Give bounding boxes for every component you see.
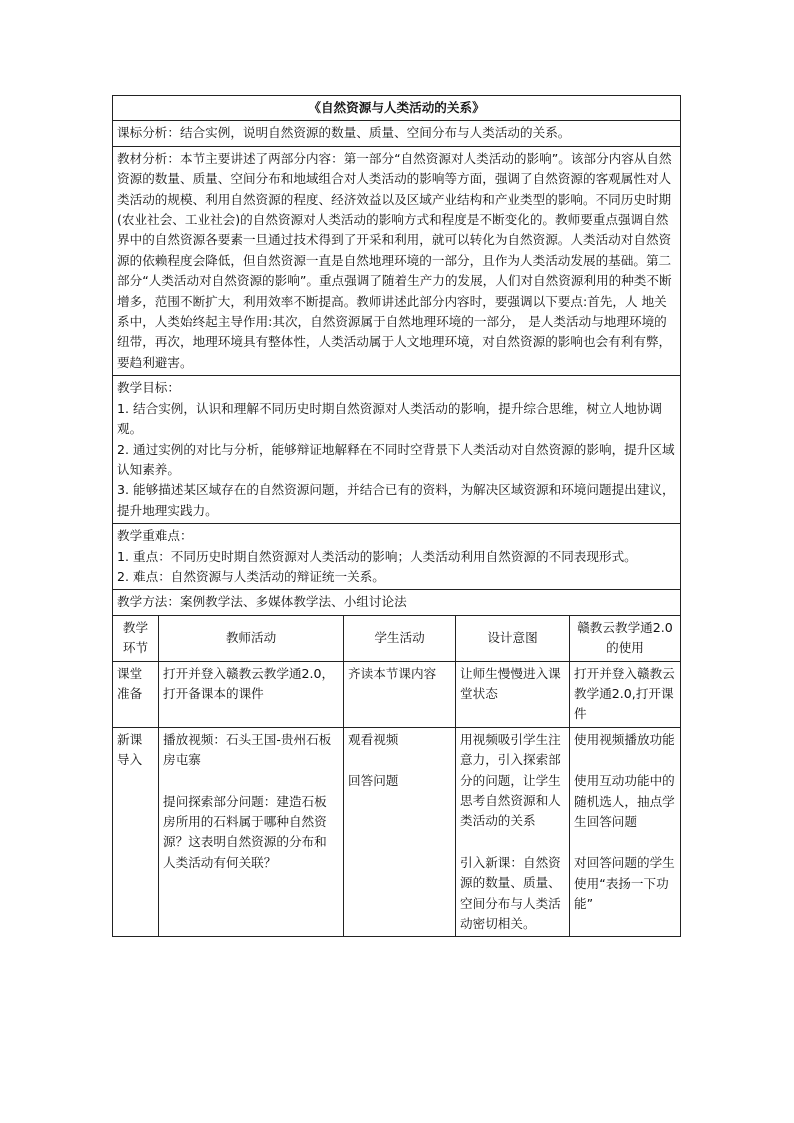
table-row [113,661,681,727]
header-tool: 赣教云教学通2.0的使用 [570,615,681,661]
tool-usage: 使用视频播放功能 [574,731,675,747]
student-activity: 齐读本节课内容 [348,665,437,681]
keypoint-item: 1. 重点：不同历史时期自然资源对人类活动的影响；人类活动利用自然资源的不同表现形式。 [117,548,637,564]
methods-row [113,590,681,615]
teacher-activity: 打开并登入赣教云教学通2.0，打开备课本的课件 [163,665,335,701]
header-teacher: 教师活动 [159,615,344,661]
tool-usage: 使用互动功能中的随机选人，抽点学生回答问题 [574,773,675,829]
goal-item: 1. 结合实例，认识和理解不同历史时期自然资源对人类活动的影响，提升综合思维，树立人地协调观。 [117,400,662,437]
page-title: 《自然资源与人类活动的关系》 [113,96,681,121]
teacher-cell [159,727,344,937]
teaching-keypoints [113,524,681,590]
teacher-cell [159,661,344,727]
table-row [113,727,681,937]
curriculum-row [113,121,681,146]
lesson-plan-sheet [112,95,680,937]
goals-row [113,376,681,524]
header-stage: 教学环节 [113,615,159,661]
intent-cell [456,661,570,727]
goal-item: 3. 能够描述某区域存在的自然资源问题，并结合已有的资料，为解决区域资源和环境问题提出建议，提升地理实践力。 [117,482,675,518]
curriculum-analysis: 课标分析：结合实例，说明自然资源的数量、质量、空间分布与人类活动的关系。 [113,121,681,146]
header-intent: 设计意图 [456,615,570,661]
table-header-row [113,615,681,661]
teacher-activity: 播放视频：石头王国-贵州石板房屯寨 [163,731,332,768]
design-intent: 让师生慢慢进入课堂状态 [460,665,561,701]
tool-cell [570,727,681,937]
student-cell [344,661,456,727]
goals-heading: 教学目标： [117,380,180,396]
teaching-goals [113,376,681,524]
lesson-plan-table [112,95,681,937]
stage-cell: 课堂准备 [113,661,159,727]
student-activity: 回答问题 [348,773,399,789]
tool-usage: 对回答问题的学生使用“表扬一下功能” [574,855,675,912]
keypoints-row [113,524,681,590]
tool-usage: 打开并登入赣教云教学通2.0,打开课件 [574,665,675,722]
teaching-methods: 教学方法：案例教学法、多媒体教学法、小组讨论法 [113,590,681,615]
textbook-row [113,146,681,375]
header-student: 学生活动 [344,615,456,661]
student-cell [344,727,456,937]
intent-cell [456,727,570,937]
title-row [113,96,681,121]
design-intent: 引入新课：自然资源的数量、质量、空间分布与人类活动密切相关。 [460,854,561,932]
design-intent: 用视频吸引学生注意力，引入探索部分的问题，让学生思考自然资源和人类活动的关系 [460,731,561,829]
stage-cell: 新课导入 [113,727,159,937]
textbook-analysis: 教材分析：本节主要讲述了两部分内容：第一部分“自然资源对人类活动的影响”。该部分内容从自然资源的数量、质量、空间分布和地域组合对人类活动的影响等方面，强调了自然资源的客观属性对人类活动的规模、利用自然资源的程度、经济效益以及区域产业结构和产业类型的影响。不同历史时期(农业社会、工业社会)的自然资源对人类活动的影响方式和程度是不断变化的。教师要重点强调自然界中的自然资源各要素一旦通过技术得到了开采和利用，就可以转化为自然资源。人类活动对自然资源的依赖程度会降低，但自然资源一直是自然地理环境的一部分，且作为人类活动发展的基础。第二部分“人类活动对自然资源的影响”。重点强调了随着生产力的发展，人们对自然资源利用的种类不断增多，范围不断扩大，利用效率不断提高。教师讲述此部分内容时，要强调以下要点:首先，人 地关系中，人类始终起主导作用:其次，自然资源属于自然地理环境的一部分， 是人类活动与地理环境的纽带，再次，地理环境具有整体性，人类活动属于人文地理环境，对自然资源的影响也会有利有弊，要趋利避害。 [113,146,681,375]
keypoint-item: 2. 难点：自然资源与人类活动的辩证统一关系。 [117,568,385,584]
tool-cell [570,661,681,727]
goal-item: 2. 通过实例的对比与分析，能够辩证地解释在不同时空背景下人类活动对自然资源的影响，提升区域认知素养。 [117,441,675,477]
teacher-activity: 提问探索部分问题：建造石板房所用的石料属于哪种自然资源？这表明自然资源的分布和人类活动有何关联？ [163,793,327,870]
student-activity: 观看视频 [348,731,399,747]
keypoints-heading: 教学重难点： [117,528,193,544]
